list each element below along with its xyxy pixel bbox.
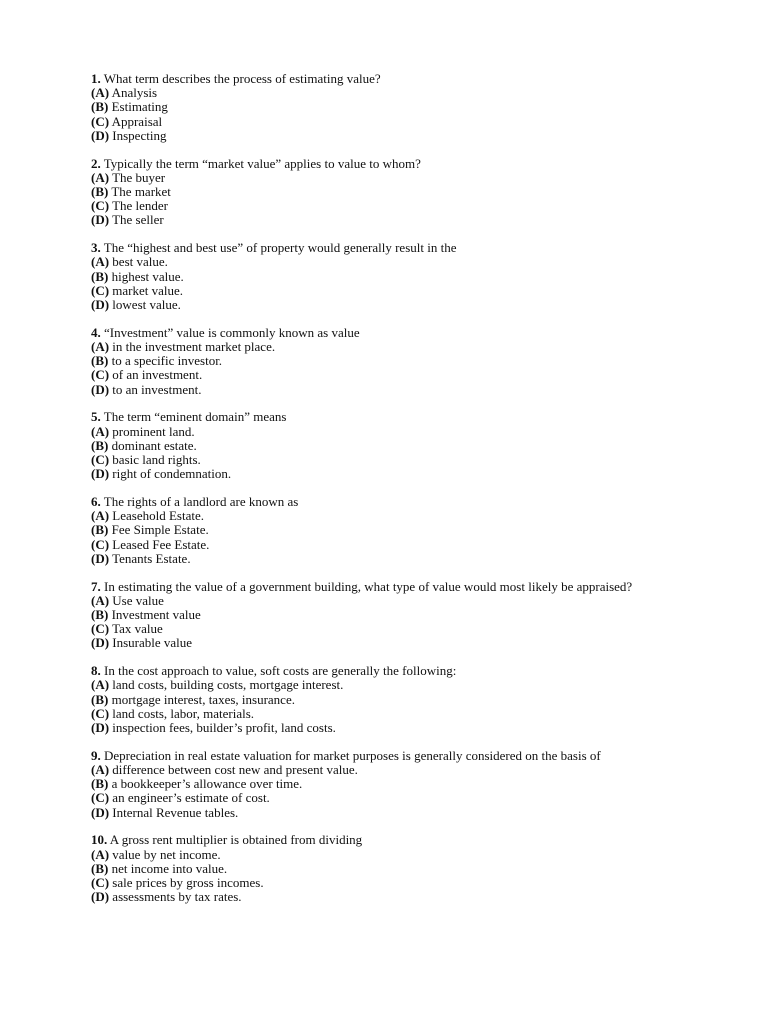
question-number: 8.: [91, 663, 101, 679]
question-text: [91, 833, 691, 847]
option-a: [91, 340, 691, 354]
option-text: Internal Revenue tables.: [112, 804, 239, 820]
option-letter: (D): [91, 466, 110, 482]
option-text: The lender: [112, 198, 169, 214]
question-number: 7.: [91, 578, 101, 594]
option-text: best value.: [112, 254, 168, 270]
option-letter: (C): [91, 705, 110, 721]
question-8: [91, 664, 691, 735]
option-letter: (B): [91, 607, 109, 623]
option-letter: (A): [91, 677, 110, 693]
question-text: [91, 410, 691, 424]
question-stem: “Investment” value is commonly known as value: [104, 324, 360, 340]
option-text: Tax value: [112, 621, 163, 637]
option-b: [91, 270, 691, 284]
option-text: of an investment.: [112, 367, 203, 383]
option-text: Fee Simple Estate.: [111, 522, 209, 538]
option-b: [91, 100, 691, 114]
option-b: [91, 608, 691, 622]
option-a: [91, 171, 691, 185]
option-d: [91, 213, 691, 227]
option-letter: (A): [91, 592, 110, 608]
option-d: [91, 806, 691, 820]
option-a: [91, 425, 691, 439]
question-stem: The “highest and best use” of property would generally result in the: [103, 240, 457, 256]
question-text: [91, 664, 691, 678]
question-2: [91, 157, 691, 228]
option-letter: (D): [91, 804, 110, 820]
option-d: [91, 721, 691, 735]
option-text: Appraisal: [111, 113, 163, 129]
option-text: Investment value: [111, 607, 201, 623]
question-text: [91, 580, 691, 594]
option-letter: (C): [91, 875, 110, 891]
question-number: 4.: [91, 324, 101, 340]
option-a: [91, 594, 691, 608]
option-letter: (C): [91, 452, 110, 468]
option-text: inspection fees, builder’s profit, land costs.: [112, 720, 336, 736]
option-text: to a specific investor.: [111, 353, 223, 369]
option-text: Estimating: [111, 99, 168, 115]
option-a: [91, 763, 691, 777]
option-letter: (A): [91, 339, 110, 355]
option-text: Use value: [112, 592, 164, 608]
question-stem: Depreciation in real estate valuation for market purposes is generally considered on the basis of: [104, 747, 601, 763]
question-number: 2.: [91, 155, 101, 171]
option-d: [91, 890, 691, 904]
question-text: [91, 749, 691, 763]
option-text: The seller: [112, 212, 164, 228]
option-text: an engineer’s estimate of cost.: [112, 790, 270, 806]
document-page: [91, 72, 691, 918]
question-number: 6.: [91, 494, 101, 510]
option-c: [91, 453, 691, 467]
question-text: [91, 495, 691, 509]
option-text: mortgage interest, taxes, insurance.: [111, 691, 295, 707]
option-text: in the investment market place.: [112, 339, 276, 355]
option-b: [91, 354, 691, 368]
option-letter: (C): [91, 621, 110, 637]
question-number: 1.: [91, 71, 101, 86]
option-letter: (B): [91, 691, 109, 707]
option-letter: (D): [91, 635, 110, 651]
option-letter: (A): [91, 423, 110, 439]
option-text: dominant estate.: [111, 437, 197, 453]
option-letter: (D): [91, 889, 110, 905]
option-letter: (B): [91, 776, 109, 792]
option-letter: (A): [91, 169, 110, 185]
option-text: right of condemnation.: [112, 466, 232, 482]
option-text: sale prices by gross incomes.: [112, 875, 264, 891]
option-d: [91, 552, 691, 566]
option-text: Inspecting: [112, 127, 167, 143]
option-letter: (B): [91, 860, 109, 876]
option-a: [91, 848, 691, 862]
option-text: market value.: [112, 282, 184, 298]
option-c: [91, 115, 691, 129]
question-9: [91, 749, 691, 820]
option-text: highest value.: [111, 268, 184, 284]
option-b: [91, 523, 691, 537]
option-letter: (C): [91, 367, 110, 383]
option-a: [91, 86, 691, 100]
question-stem: What term describes the process of estimating value?: [103, 71, 381, 86]
option-letter: (A): [91, 254, 110, 270]
option-c: [91, 199, 691, 213]
option-text: The market: [111, 184, 171, 200]
option-text: assessments by tax rates.: [112, 889, 242, 905]
option-text: Analysis: [111, 85, 158, 101]
question-stem: In the cost approach to value, soft costs are generally the following:: [104, 663, 457, 679]
option-letter: (D): [91, 212, 110, 228]
question-number: 9.: [91, 747, 101, 763]
question-stem: The rights of a landlord are known as: [103, 494, 299, 510]
question-1: [91, 72, 691, 143]
option-a: [91, 509, 691, 523]
option-letter: (B): [91, 99, 109, 115]
option-text: net income into value.: [111, 860, 228, 876]
option-a: [91, 255, 691, 269]
option-letter: (B): [91, 437, 109, 453]
option-letter: (B): [91, 522, 109, 538]
option-b: [91, 185, 691, 199]
option-d: [91, 129, 691, 143]
option-c: [91, 622, 691, 636]
option-a: [91, 678, 691, 692]
option-text: Tenants Estate.: [112, 550, 191, 566]
question-text: [91, 326, 691, 340]
question-6: [91, 495, 691, 566]
option-letter: (C): [91, 198, 110, 214]
option-letter: (C): [91, 282, 110, 298]
option-letter: (D): [91, 550, 110, 566]
option-letter: (B): [91, 268, 109, 284]
option-c: [91, 791, 691, 805]
question-stem: In estimating the value of a government building, what type of value would most likely be appraised?: [104, 578, 633, 594]
option-c: [91, 368, 691, 382]
option-letter: (A): [91, 762, 110, 778]
option-letter: (D): [91, 127, 110, 143]
question-10: [91, 833, 691, 904]
question-3: [91, 241, 691, 312]
option-b: [91, 777, 691, 791]
question-5: [91, 410, 691, 481]
option-c: [91, 707, 691, 721]
option-c: [91, 876, 691, 890]
option-c: [91, 284, 691, 298]
option-letter: (C): [91, 113, 110, 129]
option-letter: (A): [91, 508, 110, 524]
option-letter: (D): [91, 720, 110, 736]
question-number: 10.: [91, 832, 108, 848]
question-7: [91, 580, 691, 651]
option-letter: (C): [91, 536, 110, 552]
option-d: [91, 467, 691, 481]
option-b: [91, 862, 691, 876]
question-number: 3.: [91, 240, 101, 256]
option-text: to an investment.: [112, 381, 202, 397]
question-number: 5.: [91, 409, 101, 425]
question-text: [91, 157, 691, 171]
option-text: Insurable value: [112, 635, 193, 651]
option-letter: (C): [91, 790, 110, 806]
option-d: [91, 636, 691, 650]
option-letter: (D): [91, 381, 110, 397]
option-text: land costs, building costs, mortgage interest.: [112, 677, 344, 693]
question-stem: A gross rent multiplier is obtained from dividing: [109, 832, 363, 848]
question-4: [91, 326, 691, 397]
question-stem: The term “eminent domain” means: [103, 409, 287, 425]
option-d: [91, 383, 691, 397]
option-text: prominent land.: [112, 423, 195, 439]
option-text: Leasehold Estate.: [112, 508, 204, 524]
option-letter: (D): [91, 297, 110, 313]
question-text: [91, 241, 691, 255]
option-letter: (B): [91, 353, 109, 369]
question-stem: Typically the term “market value” applies to value to whom?: [103, 155, 421, 171]
option-b: [91, 693, 691, 707]
option-text: a bookkeeper’s allowance over time.: [111, 776, 303, 792]
option-text: basic land rights.: [112, 452, 201, 468]
option-text: The buyer: [112, 169, 166, 185]
option-text: lowest value.: [112, 297, 181, 313]
option-text: land costs, labor, materials.: [112, 705, 255, 721]
option-letter: (A): [91, 85, 110, 101]
option-text: difference between cost new and present value.: [112, 762, 358, 778]
option-b: [91, 439, 691, 453]
option-d: [91, 298, 691, 312]
question-text: [91, 72, 691, 86]
option-c: [91, 538, 691, 552]
option-text: value by net income.: [112, 846, 221, 862]
option-letter: (A): [91, 846, 110, 862]
option-text: Leased Fee Estate.: [112, 536, 210, 552]
option-letter: (B): [91, 184, 109, 200]
